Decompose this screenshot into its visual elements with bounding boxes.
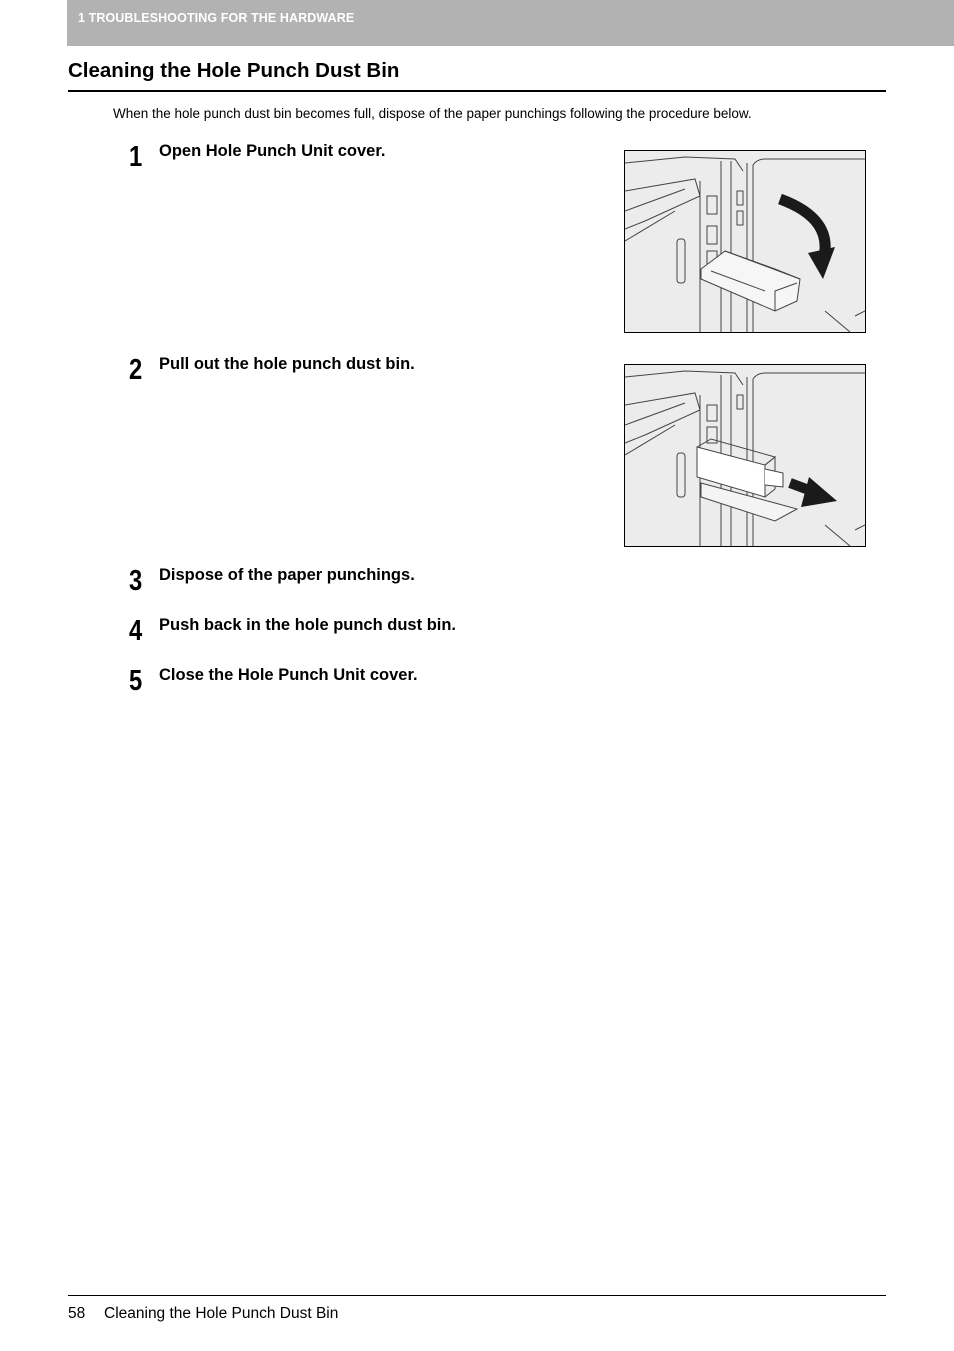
page-title: Cleaning the Hole Punch Dust Bin <box>68 59 400 82</box>
footer-title: Cleaning the Hole Punch Dust Bin <box>104 1305 339 1322</box>
step-text: Dispose of the paper punchings. <box>159 566 415 584</box>
footer-divider <box>68 1295 886 1296</box>
title-divider <box>68 90 886 92</box>
step-text: Push back in the hole punch dust bin. <box>159 616 457 634</box>
page-number: 58 <box>68 1305 86 1322</box>
step-number: 2 <box>129 354 143 386</box>
step-text: Pull out the hole punch dust bin. <box>159 355 415 373</box>
step-text: Close the Hole Punch Unit cover. <box>159 666 418 684</box>
header-bar <box>67 0 954 46</box>
step-number: 4 <box>129 615 143 647</box>
chapter-label: 1 TROUBLESHOOTING FOR THE HARDWARE <box>78 11 355 25</box>
step-number: 3 <box>129 565 143 597</box>
pull-out-bin-illustration <box>624 364 866 547</box>
step-number: 1 <box>129 141 143 173</box>
open-cover-illustration <box>624 150 866 333</box>
step-text: Open Hole Punch Unit cover. <box>159 142 386 160</box>
intro-paragraph: When the hole punch dust bin becomes full, dispose of the paper punchings following the procedure below. <box>113 106 752 121</box>
step-number: 5 <box>129 665 143 697</box>
